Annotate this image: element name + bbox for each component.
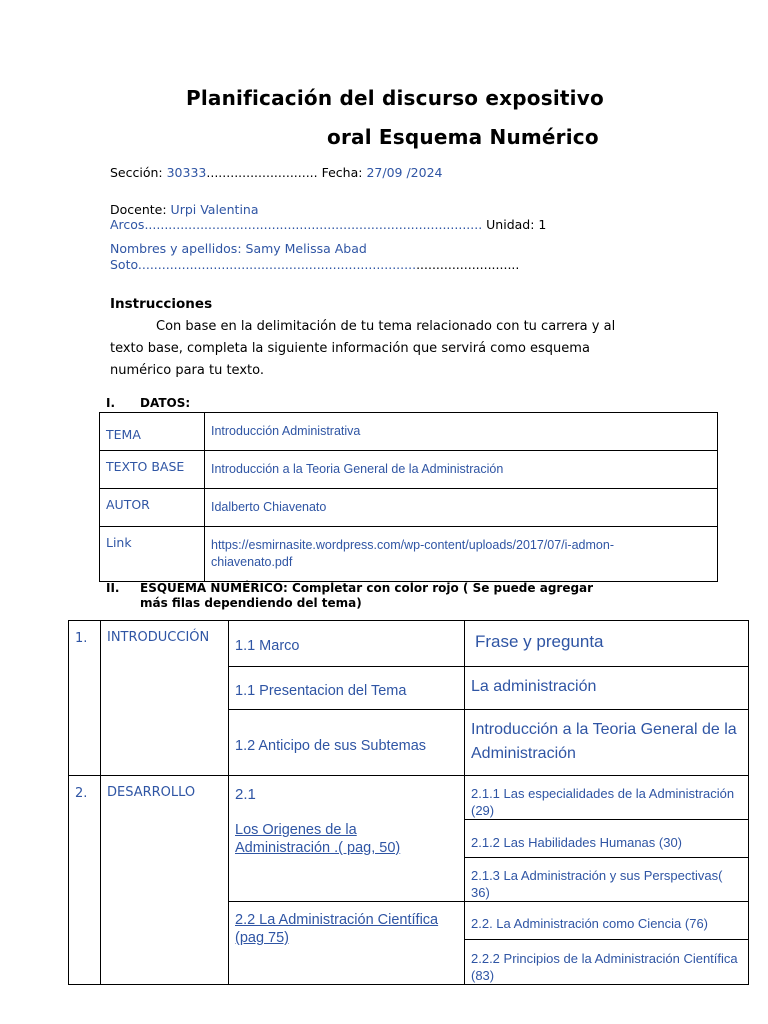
desarrollo-label-cell — [101, 776, 229, 985]
desarrollo-sub2-text: 2.2 La Administración Científica (pag 75) — [235, 912, 439, 946]
nombres-dots: .......................... — [416, 257, 520, 272]
datos-value-cell — [205, 527, 718, 582]
nombres-value-2: Soto...................................................................... — [110, 257, 417, 272]
datos-label-link: Link — [106, 535, 132, 550]
intro-sub-3: 1.2 Anticipo de sus Subtemas — [235, 738, 427, 754]
intro-sub-cell — [229, 667, 465, 710]
link-line2[interactable]: chiavenato.pdf — [211, 555, 293, 569]
datos-label-texto-base: TEXTO BASE — [106, 459, 185, 474]
intro-num-cell — [69, 621, 101, 776]
intro-detail-2: La administración — [471, 678, 597, 695]
datos-table — [99, 412, 718, 582]
desarrollo-item-3: 2.1.3 La Administración y sus Perspectivas( 36) — [471, 868, 723, 900]
intro-label-cell — [101, 621, 229, 776]
desarrollo-num: 2. — [75, 786, 88, 801]
datos-label-cell — [100, 527, 205, 582]
desarrollo-num-cell — [69, 776, 101, 985]
table-row — [100, 527, 718, 582]
instrucciones-heading: Instrucciones — [110, 296, 213, 312]
instrucciones-line2: texto base, completa la siguiente información que servirá como esquema — [110, 341, 590, 356]
desarrollo-sub2-cell — [229, 902, 465, 985]
unidad-label: Unidad: 1 — [482, 217, 547, 232]
datos-label-cell — [100, 489, 205, 527]
datos-value-autor: Idalberto Chiavenato — [211, 500, 327, 514]
datos-value-link[interactable] — [205, 527, 717, 571]
docente-value-1: Urpi Valentina — [170, 202, 259, 217]
intro-detail-cell — [465, 621, 749, 667]
desarrollo-item-cell — [465, 858, 749, 902]
datos-value-cell — [205, 489, 718, 527]
intro-num: 1. — [75, 631, 88, 646]
table-row — [69, 621, 749, 667]
table-row — [100, 489, 718, 527]
datos-value-texto-base: Introducción a la Teoria General de la Administración — [211, 462, 504, 476]
instrucciones-line3: numérico para tu texto. — [110, 363, 264, 378]
desarrollo-sub1-cell — [229, 776, 465, 902]
datos-value-cell — [205, 451, 718, 489]
esquema-heading-num: II. — [106, 581, 120, 595]
esquema-table — [68, 620, 749, 985]
datos-heading: DATOS: — [140, 396, 191, 410]
intro-sub-1: 1.1 Marco — [235, 638, 300, 654]
datos-heading-num: I. — [106, 396, 116, 410]
esquema-heading-line1: ESQUEMA NUMÉRICO: Completar con color rojo ( Se puede agregar — [140, 581, 594, 595]
intro-sub-cell — [229, 710, 465, 776]
desarrollo-item-2: 2.1.2 Las Habilidades Humanas (30) — [471, 835, 683, 850]
intro-detail-1: Frase y pregunta — [475, 632, 604, 651]
desarrollo-item-1: 2.1.1 Las especialidades de la Administración (29) — [471, 786, 735, 818]
seccion-label: Sección: — [110, 165, 167, 180]
link-line1[interactable]: https://esmirnasite.wordpress.com/wp-content/uploads/2017/07/i-admon- — [211, 538, 614, 552]
document-title-line2: oral Esquema Numérico — [327, 125, 599, 149]
fecha-value: 27/09 /2024 — [366, 165, 443, 180]
desarrollo-item-4: 2.2. La Administración como Ciencia (76) — [471, 916, 709, 931]
intro-sub-2: 1.1 Presentacion del Tema — [235, 683, 407, 699]
intro-detail-3: Introducción a la Teoria General de la Administración — [471, 721, 737, 762]
table-row — [100, 413, 718, 451]
datos-label-cell — [100, 413, 205, 451]
document-title-line1: Planificación del discurso expositivo — [186, 86, 604, 110]
seccion-dots: ............................ — [206, 165, 322, 180]
desarrollo-item-cell — [465, 940, 749, 985]
nombres-line1: Nombres y apellidos: Samy Melissa Abad — [110, 241, 367, 256]
desarrollo-item-cell — [465, 902, 749, 940]
datos-value-tema: Introducción Administrativa — [211, 424, 361, 438]
desarrollo-label: DESARROLLO — [107, 785, 196, 800]
esquema-heading-line2: más filas dependiendo del tema) — [140, 596, 362, 610]
docente-value-2: Arcos..................................................................................... — [110, 217, 483, 232]
desarrollo-item-5: 2.2.2 Principios de la Administración Científica (83) — [471, 951, 738, 983]
intro-detail-cell — [465, 667, 749, 710]
docente-line2 — [110, 217, 546, 232]
table-row — [100, 451, 718, 489]
fecha-label: Fecha: — [321, 165, 367, 180]
seccion-line — [110, 165, 442, 180]
docente-label: Docente: — [110, 202, 171, 217]
intro-sub-cell — [229, 621, 465, 667]
intro-label: INTRODUCCIÓN — [107, 630, 210, 645]
desarrollo-item-cell — [465, 820, 749, 858]
instrucciones-line1: Con base en la delimitación de tu tema relacionado con tu carrera y al — [156, 319, 616, 334]
docente-line1 — [110, 202, 259, 217]
datos-label-cell — [100, 451, 205, 489]
intro-detail-cell — [465, 710, 749, 776]
seccion-value: 30333 — [166, 165, 207, 180]
desarrollo-sub1-num: 2.1 — [235, 786, 256, 803]
table-row — [69, 776, 749, 820]
datos-value-cell — [205, 413, 718, 451]
datos-label-tema: TEMA — [106, 427, 141, 442]
nombres-line2 — [110, 257, 519, 272]
desarrollo-item-cell — [465, 776, 749, 820]
desarrollo-sub1-text: Los Origenes de la Administración .( pag, 50) — [235, 822, 401, 856]
datos-label-autor: AUTOR — [106, 497, 150, 512]
